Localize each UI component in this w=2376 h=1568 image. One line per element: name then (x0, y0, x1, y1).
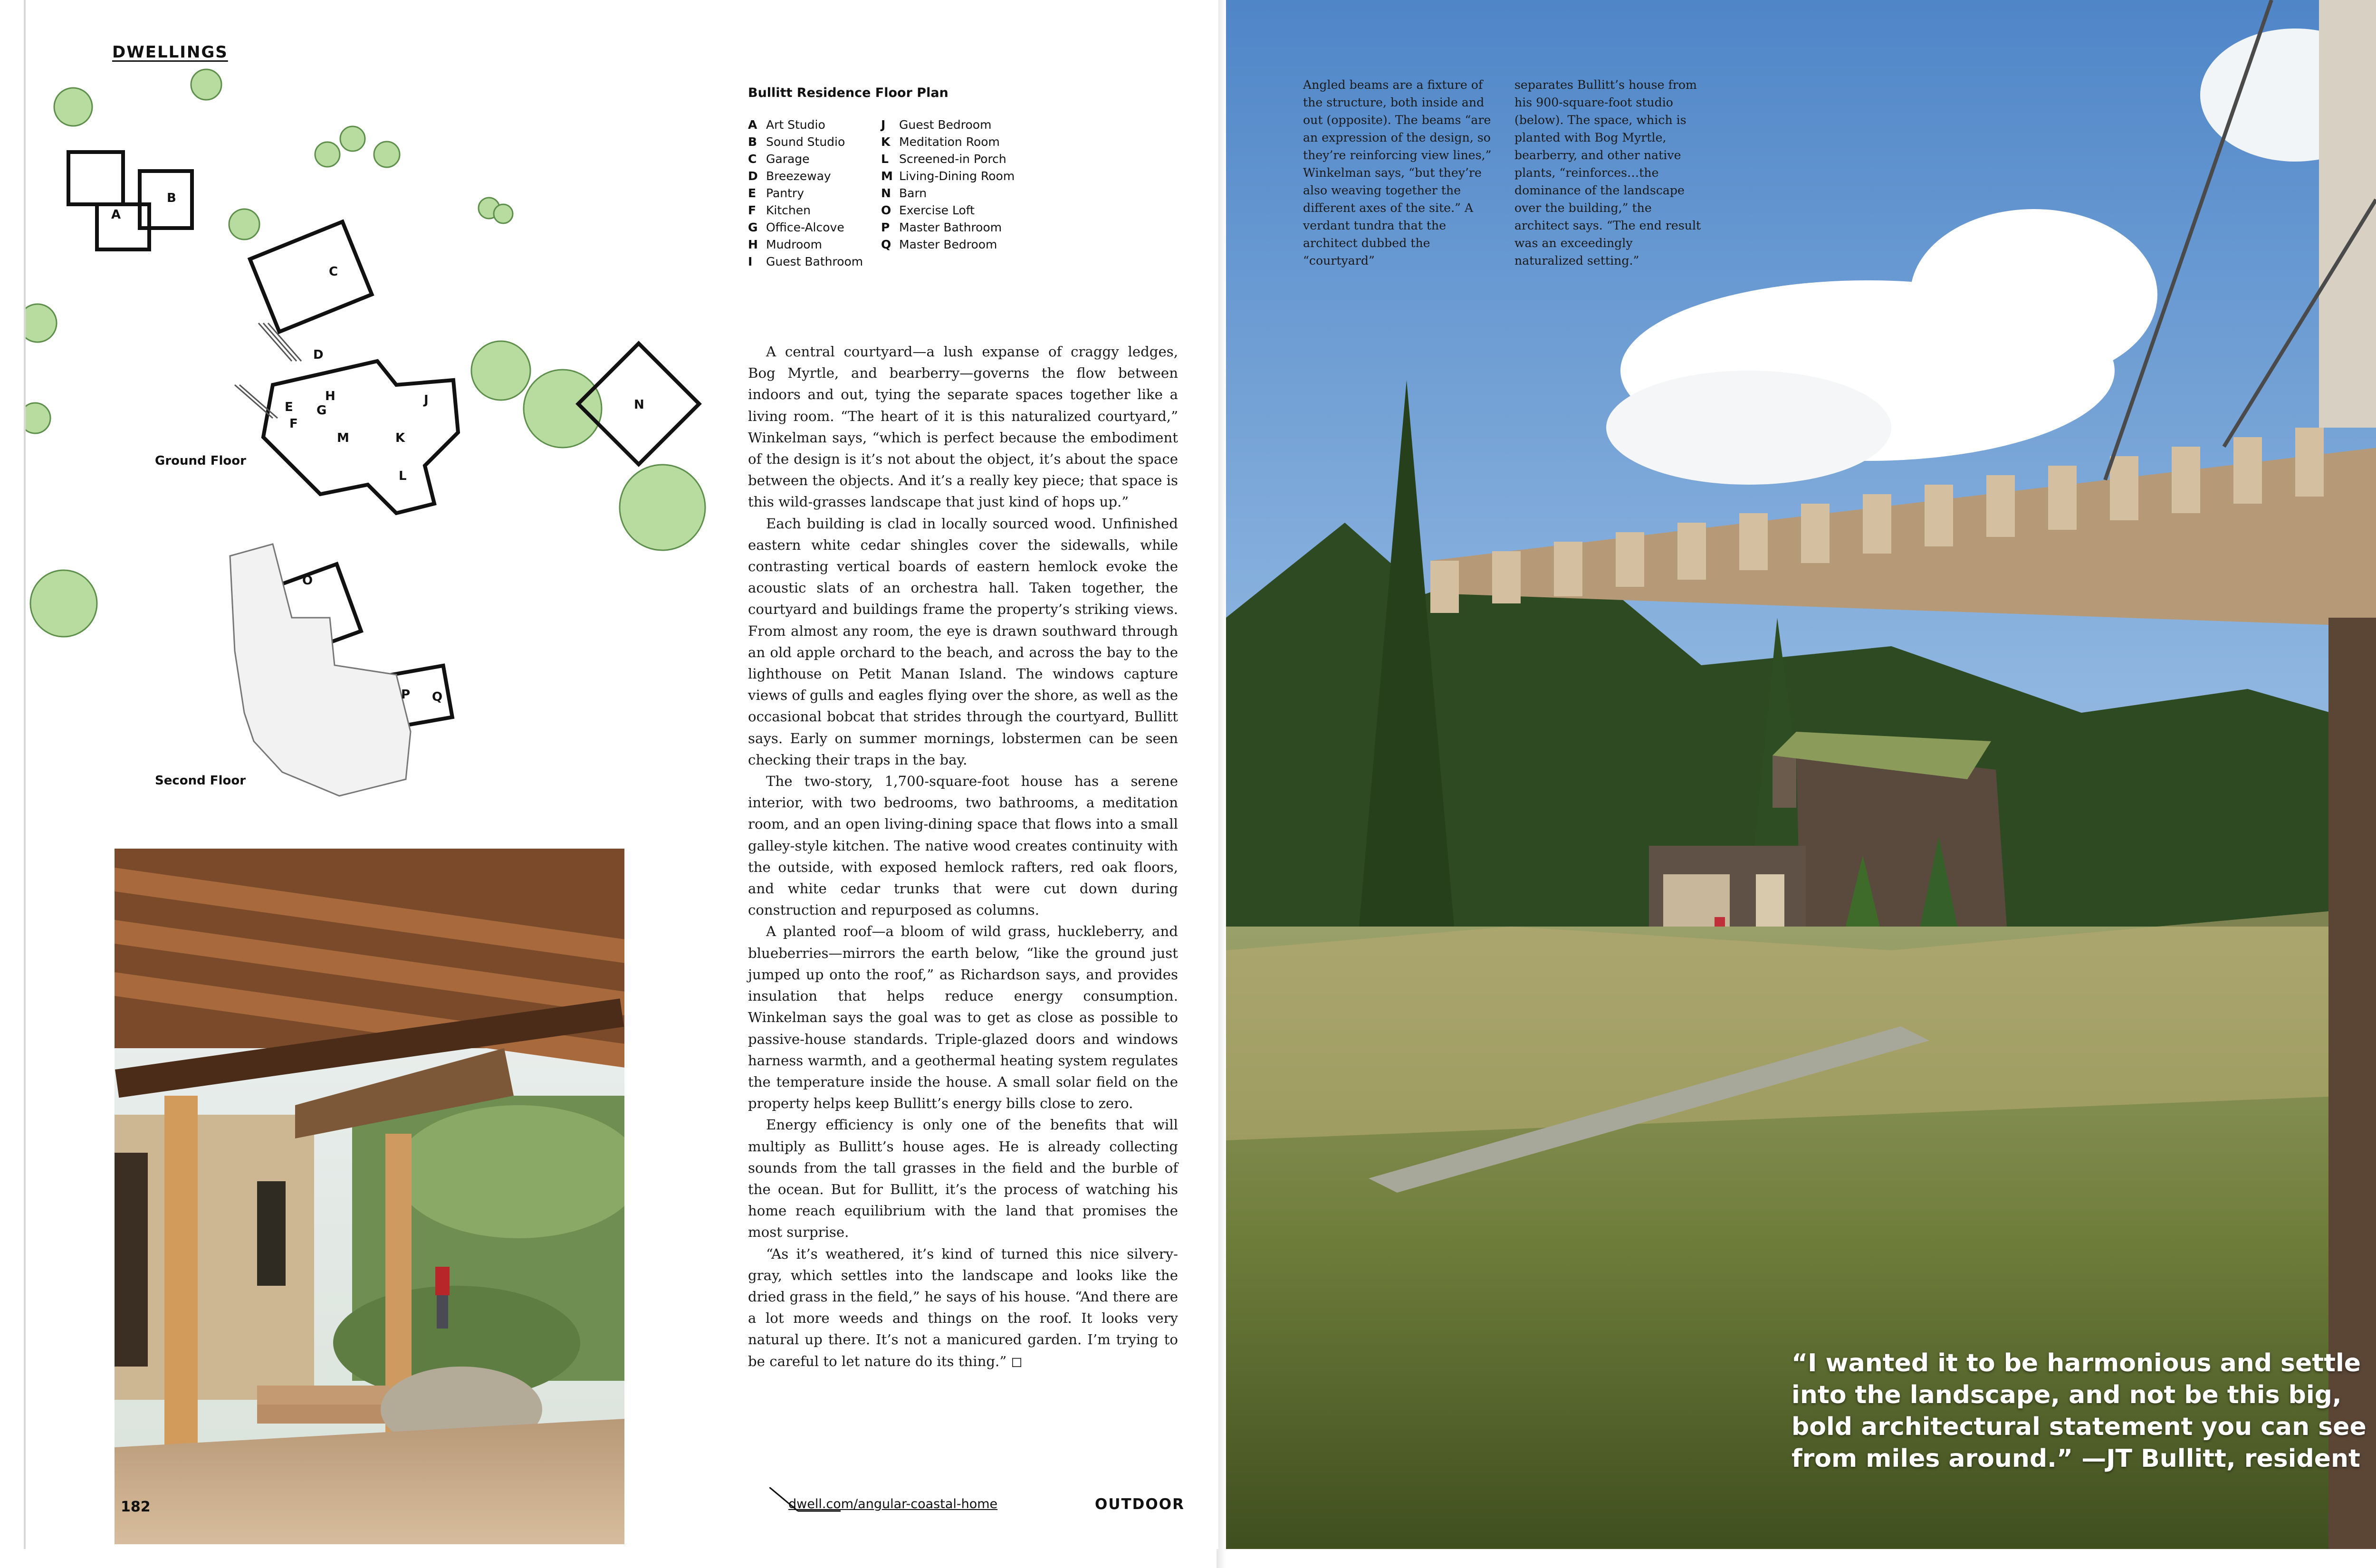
ground-floor-label: Ground Floor (155, 454, 246, 468)
plan-letter-d: D (313, 348, 324, 362)
legend-item: Q Master Bedroom (881, 238, 997, 251)
article-paragraph: Energy efficiency is only one of the benefits that will multiply as Bullitt’s house ages. He is already collecting sounds from the tall grasses in the field and the burble of the ocean. But for Bullitt, it’s the process of watching his home reach equilibrium with the land that promises the most surprise. (748, 1117, 1178, 1241)
floor-plan-drawing (26, 57, 767, 798)
footer-section-label: OUTDOOR (1095, 1496, 1185, 1513)
legend-item: M Living-Dining Room (881, 169, 1015, 183)
right-page (1226, 0, 2376, 1549)
article-paragraph: The two-story, 1,700-square-foot house has a serene interior, with two bedrooms, two bathrooms, a meditation room, and an open living-dining space that flows into a small galley-style kitchen. The native wood creates continuity with the outside, with exposed hemlock rafters, red oak floors, and white cedar trunks that were cut down during construction and repurposed as columns. (748, 773, 1178, 918)
porch-photo (115, 849, 624, 1544)
legend-item: K Meditation Room (881, 135, 1000, 149)
floor-plan-title: Bullitt Residence Floor Plan (748, 86, 948, 100)
legend-item: L Screened-in Porch (881, 152, 1006, 166)
plan-letter-j: J (424, 393, 429, 407)
plan-letter-k: K (395, 431, 405, 445)
plan-letter-l: L (399, 469, 407, 483)
plan-letter-n: N (634, 398, 644, 412)
plan-letter-m: M (337, 431, 349, 445)
photo-caption-col2: separates Bullitt’s house from his 900-square-foot studio (below). The space, which is planted with Bog Myrtle, bearberry, and other native plants, “reinforces…the dominance of the landscape over the building,” the architect says. “The end result was an exceedingly naturalized setting.” (1514, 78, 1701, 268)
page-number: 182 (121, 1499, 151, 1515)
plan-letter-a: A (111, 208, 121, 222)
article-url-link[interactable]: dwell.com/angular-coastal-home (788, 1497, 998, 1511)
legend-column-1 (748, 118, 863, 272)
legend-item: B Sound Studio (748, 135, 845, 149)
legend-item: N Barn (881, 186, 927, 200)
legend-item: G Office-Alcove (748, 220, 844, 234)
pull-quote: “I wanted it to be harmonious and settle into the landscape, and not be this big, bold architectural statement you can see from miles around.” —JT Bullitt, resident (1792, 1349, 2366, 1473)
legend-item: J Guest Bedroom (881, 118, 992, 132)
legend-item: F Kitchen (748, 203, 811, 217)
legend-item: H Mudroom (748, 238, 822, 251)
plan-letter-q: Q (432, 690, 443, 704)
legend-column-2 (881, 118, 1015, 255)
legend-item: P Master Bathroom (881, 220, 1002, 234)
plan-letter-c: C (329, 265, 338, 279)
plan-letter-b: B (167, 191, 176, 205)
second-floor-label: Second Floor (155, 774, 246, 788)
footer-slash-decoration (769, 1487, 841, 1544)
legend-item: E Pantry (748, 186, 804, 200)
plan-letter-e: E (285, 400, 293, 414)
left-page (24, 0, 1218, 1549)
legend-item: C Garage (748, 152, 810, 166)
article-paragraph: A planted roof—a bloom of wild grass, huckleberry, and blueberries—mirrors the earth below, “like the ground just jumped up onto the roof,” as Richardson says, and provides insulation that helps reduce energy consumption. Winkelman says the goal was to get as close as possible to passive-house standards. Triple-glazed doors and windows harness warmth, and a geothermal heating system regulates the temperature inside the house. A small solar field on the property helps keep Bullitt’s energy bills close to zero. (748, 923, 1178, 1112)
plan-letter-o: O (302, 574, 313, 588)
legend-item: D Breezeway (748, 169, 831, 183)
article-paragraph: A central courtyard—a lush expanse of craggy ledges, Bog Myrtle, and bearberry—governs the flow between indoors and out, tying the separate spaces together like a living room. “The heart of it is this naturalized courtyard,” Winkelman says, “which is perfect because the embodiment of the design is it’s not about the object, it’s about the space between the objects. And it’s a really key piece; that space is this wild-grasses landscape that just kind of hops up.” (748, 344, 1178, 510)
second-floor-outline (230, 544, 411, 796)
legend-item: A Art Studio (748, 118, 825, 132)
section-label: DWELLINGS (112, 43, 228, 62)
plan-letter-h: H (325, 389, 335, 403)
article-paragraph: “As it’s weathered, it’s kind of turned this nice silvery-gray, which settles into the landscape and looks like the dried grass in the field,” he says of his house. “And there are a lot more weeds and things on the roof. It looks very natural up there. It’s not a manicured garden. I’m trying to be careful to let nature do its thing.” ◻ (748, 1245, 1178, 1369)
photo-caption-col1: Angled beams are a fixture of the structure, both inside and out (opposite). The beams “are an expression of the design, so they’re reinforcing view lines,” Winkelman says, “but they’re also weaving together the different axes of the site.” A verdant tundra that the architect dubbed the “courtyard” (1303, 78, 1492, 268)
article-body (748, 341, 1178, 1372)
legend-item: I Guest Bathroom (748, 255, 863, 268)
tree-icons (26, 69, 705, 637)
plan-letter-p: P (401, 688, 411, 702)
article-paragraph: Each building is clad in locally sourced wood. Unfinished eastern white cedar shingles cover the sidewalls, while contrasting vertical boards of eastern hemlock evoke the acoustic slats of an orchestra hall. Taken together, the courtyard and buildings frame the property’s striking views. From almost any room, the eye is drawn southward through an old apple orchard to the beach, and across the bay to the lighthouse on Petit Manan Island. The windows capture views of gulls and eagles flying over the shore, as well as the occasional bobcat that strides through the courtyard, Bullitt says. Early on summer mornings, lobstermen can be seen checking their traps in the bay. (748, 515, 1178, 768)
plan-letter-f: F (289, 417, 298, 431)
legend-item: O Exercise Loft (881, 203, 975, 217)
plan-letter-g: G (316, 403, 327, 418)
